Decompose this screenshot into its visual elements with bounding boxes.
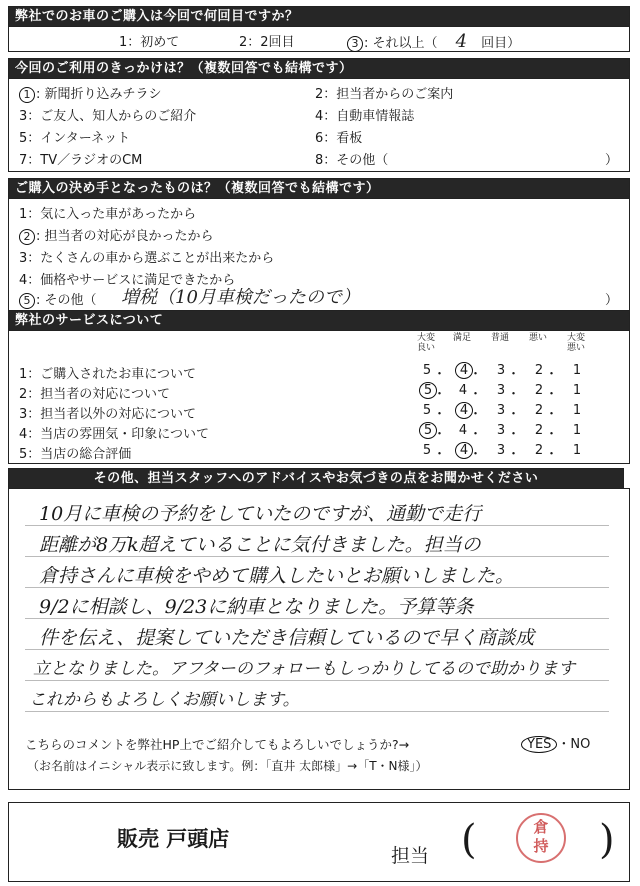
q4-score-4[interactable]: 4 <box>455 442 473 459</box>
score-separator: ・ <box>469 447 483 462</box>
score-separator: ・ <box>545 367 559 382</box>
q4-score-5[interactable]: 5 <box>422 443 432 458</box>
comment-line: 10月に車検の予約をしていたのですが、通勤で走行 <box>39 503 482 525</box>
circled-number: 1 <box>19 87 35 103</box>
q4-item-2: 2：担当者の対応について <box>19 387 171 402</box>
q2-item-2: 2：担当者からのご案内 <box>315 87 454 102</box>
q1-option-first: 1：初めて <box>119 35 180 50</box>
q2-item-6: 6：看板 <box>315 131 363 146</box>
q4-item-5: 5：当店の総合評価 <box>19 447 132 462</box>
q1-box <box>8 26 630 52</box>
q1-option-more: 3 : それ以上（ 4 回目） <box>347 31 520 52</box>
q4-score-5[interactable]: 5 <box>419 422 437 439</box>
hp-question: こちらのコメントを弊社HP上でご紹介してもよろしいでしょうか?→ <box>25 737 410 752</box>
q4-score-4[interactable]: 4 <box>455 362 473 379</box>
q4-score-4[interactable]: 4 <box>455 402 473 419</box>
q4-item-3: 3：担当者以外の対応について <box>19 407 197 422</box>
q3-item-5: 5 : その他（ <box>19 289 97 309</box>
q4-item-1: 1：ご購入されたお車について <box>19 367 197 382</box>
yes-option <box>521 733 590 753</box>
q4-score-4[interactable]: 4 <box>458 423 468 438</box>
score-separator: ・ <box>469 407 483 422</box>
comment-ruled-line <box>25 680 609 681</box>
q4-score-4[interactable]: 4 <box>458 383 468 398</box>
q1-header: 弊社でのお車のご購入は今回で何回目ですか？ <box>8 6 630 27</box>
q2-item-8: 8：その他（ <box>315 153 389 168</box>
q4-score-5[interactable]: 5 <box>422 363 432 378</box>
scale-label-very-bad: 大変悪い <box>566 333 585 353</box>
scale-label-very-good: 大変良い <box>416 333 435 353</box>
comment-ruled-line <box>25 711 609 712</box>
q4-score-3[interactable]: 3 <box>496 423 506 438</box>
comment-line: 倉持さんに車検をやめて購入したいとお願いしました。 <box>39 565 515 587</box>
score-separator: ・ <box>507 407 521 422</box>
scale-label-bad: 悪い <box>528 333 547 343</box>
q4-score-2[interactable]: 2 <box>534 383 544 398</box>
q4-box <box>8 330 630 464</box>
q4-header: 弊社のサービスについて <box>8 310 630 331</box>
store-name: 販売 戸頭店 <box>117 827 230 851</box>
q4-score-3[interactable]: 3 <box>496 403 506 418</box>
comment-line: 距離が8万k超えていることに気付きました。担当の <box>39 534 481 556</box>
q3-other-handwritten: 増税（10月車検だったので） <box>121 287 360 308</box>
q2-item-1: 1 : 新聞折り込みチラシ <box>19 83 162 103</box>
comment-line: 9/2に相談し、9/23に納車となりました。予算等条 <box>39 596 474 618</box>
q2-item-3: 3：ご友人、知人からのご紹介 <box>19 109 197 124</box>
score-separator: ・ <box>433 447 447 462</box>
comment-line: 立となりました。アフターのフォローもしっかりしてるので助かります <box>33 659 575 679</box>
score-separator: ・ <box>507 447 521 462</box>
score-separator: ・ <box>433 427 447 442</box>
q5-header: その他、担当スタッフへのアドバイスやお気づきの点をお聞かせください <box>8 468 624 489</box>
scale-label-satisfied: 満足 <box>452 333 471 343</box>
q4-score-2[interactable]: 2 <box>534 443 544 458</box>
q3-item-2: 2 : 担当者の対応が良かったから <box>19 225 214 245</box>
q5-box <box>8 488 630 790</box>
score-separator: ・ <box>469 427 483 442</box>
q4-score-1[interactable]: 1 <box>572 383 582 398</box>
footer-box <box>8 802 630 882</box>
q3-other-close: ） <box>605 293 619 308</box>
q4-score-1[interactable]: 1 <box>572 403 582 418</box>
q4-score-1[interactable]: 1 <box>572 443 582 458</box>
q4-score-3[interactable]: 3 <box>496 443 506 458</box>
q3-item-1: 1：気に入った車があったから <box>19 207 197 222</box>
score-separator: ・ <box>433 407 447 422</box>
circled-number: 3 <box>347 36 363 52</box>
q2-item-7: 7：TV／ラジオのCM <box>19 153 143 168</box>
q4-score-3[interactable]: 3 <box>496 363 506 378</box>
score-separator: ・ <box>545 447 559 462</box>
name-note: （お名前はイニシャル表示に致します。例：「直井 太郎様」→「T・N様」） <box>27 759 428 773</box>
tanto-label: 担当 <box>391 845 430 867</box>
score-separator: ・ <box>433 367 447 382</box>
handwritten-count: 4 <box>455 31 468 52</box>
score-separator: ・ <box>469 367 483 382</box>
tanto-paren-close: ) <box>599 817 615 863</box>
score-separator: ・ <box>507 367 521 382</box>
staff-stamp: 倉持 <box>516 813 566 863</box>
q4-score-2[interactable]: 2 <box>534 363 544 378</box>
circled-number: 5 <box>19 293 35 309</box>
q4-score-3[interactable]: 3 <box>496 383 506 398</box>
q3-box <box>8 198 630 312</box>
score-separator: ・ <box>507 387 521 402</box>
q4-score-1[interactable]: 1 <box>572 363 582 378</box>
score-separator: ・ <box>433 387 447 402</box>
q3-item-4: 4：価格やサービスに満足できたから <box>19 273 236 288</box>
q4-score-1[interactable]: 1 <box>572 423 582 438</box>
q3-item-3: 3：たくさんの車から選ぶことが出来たから <box>19 251 275 266</box>
no-option: ・NO <box>557 737 591 752</box>
score-separator: ・ <box>545 407 559 422</box>
q2-header: 今回のご利用のきっかけは？（複数回答でも結構です） <box>8 58 630 79</box>
yes-circled: YES <box>521 736 557 753</box>
score-separator: ・ <box>507 427 521 442</box>
circled-number: 2 <box>19 229 35 245</box>
comment-line: これからもよろしくお願いします。 <box>29 690 300 710</box>
q2-item-5: 5：インターネット <box>19 131 131 146</box>
score-separator: ・ <box>545 427 559 442</box>
score-separator: ・ <box>545 387 559 402</box>
q1-option-second: 2：2回目 <box>239 35 295 50</box>
q3-header: ご購入の決め手となったものは？（複数回答でも結構です） <box>8 178 630 199</box>
q2-other-close: ） <box>605 153 619 168</box>
q4-item-4: 4：当店の雰囲気・印象について <box>19 427 210 442</box>
scale-label-normal: 普通 <box>490 333 509 343</box>
q4-score-2[interactable]: 2 <box>534 423 544 438</box>
q4-score-2[interactable]: 2 <box>534 403 544 418</box>
q2-box <box>8 78 630 172</box>
q4-score-5[interactable]: 5 <box>419 382 437 399</box>
q4-score-5[interactable]: 5 <box>422 403 432 418</box>
comment-line: 件を伝え、提案していただき信頼しているので早く商談成 <box>39 627 535 649</box>
score-separator: ・ <box>469 387 483 402</box>
q2-item-4: 4：自動車情報誌 <box>315 109 415 124</box>
tanto-paren-open: ( <box>461 817 477 863</box>
